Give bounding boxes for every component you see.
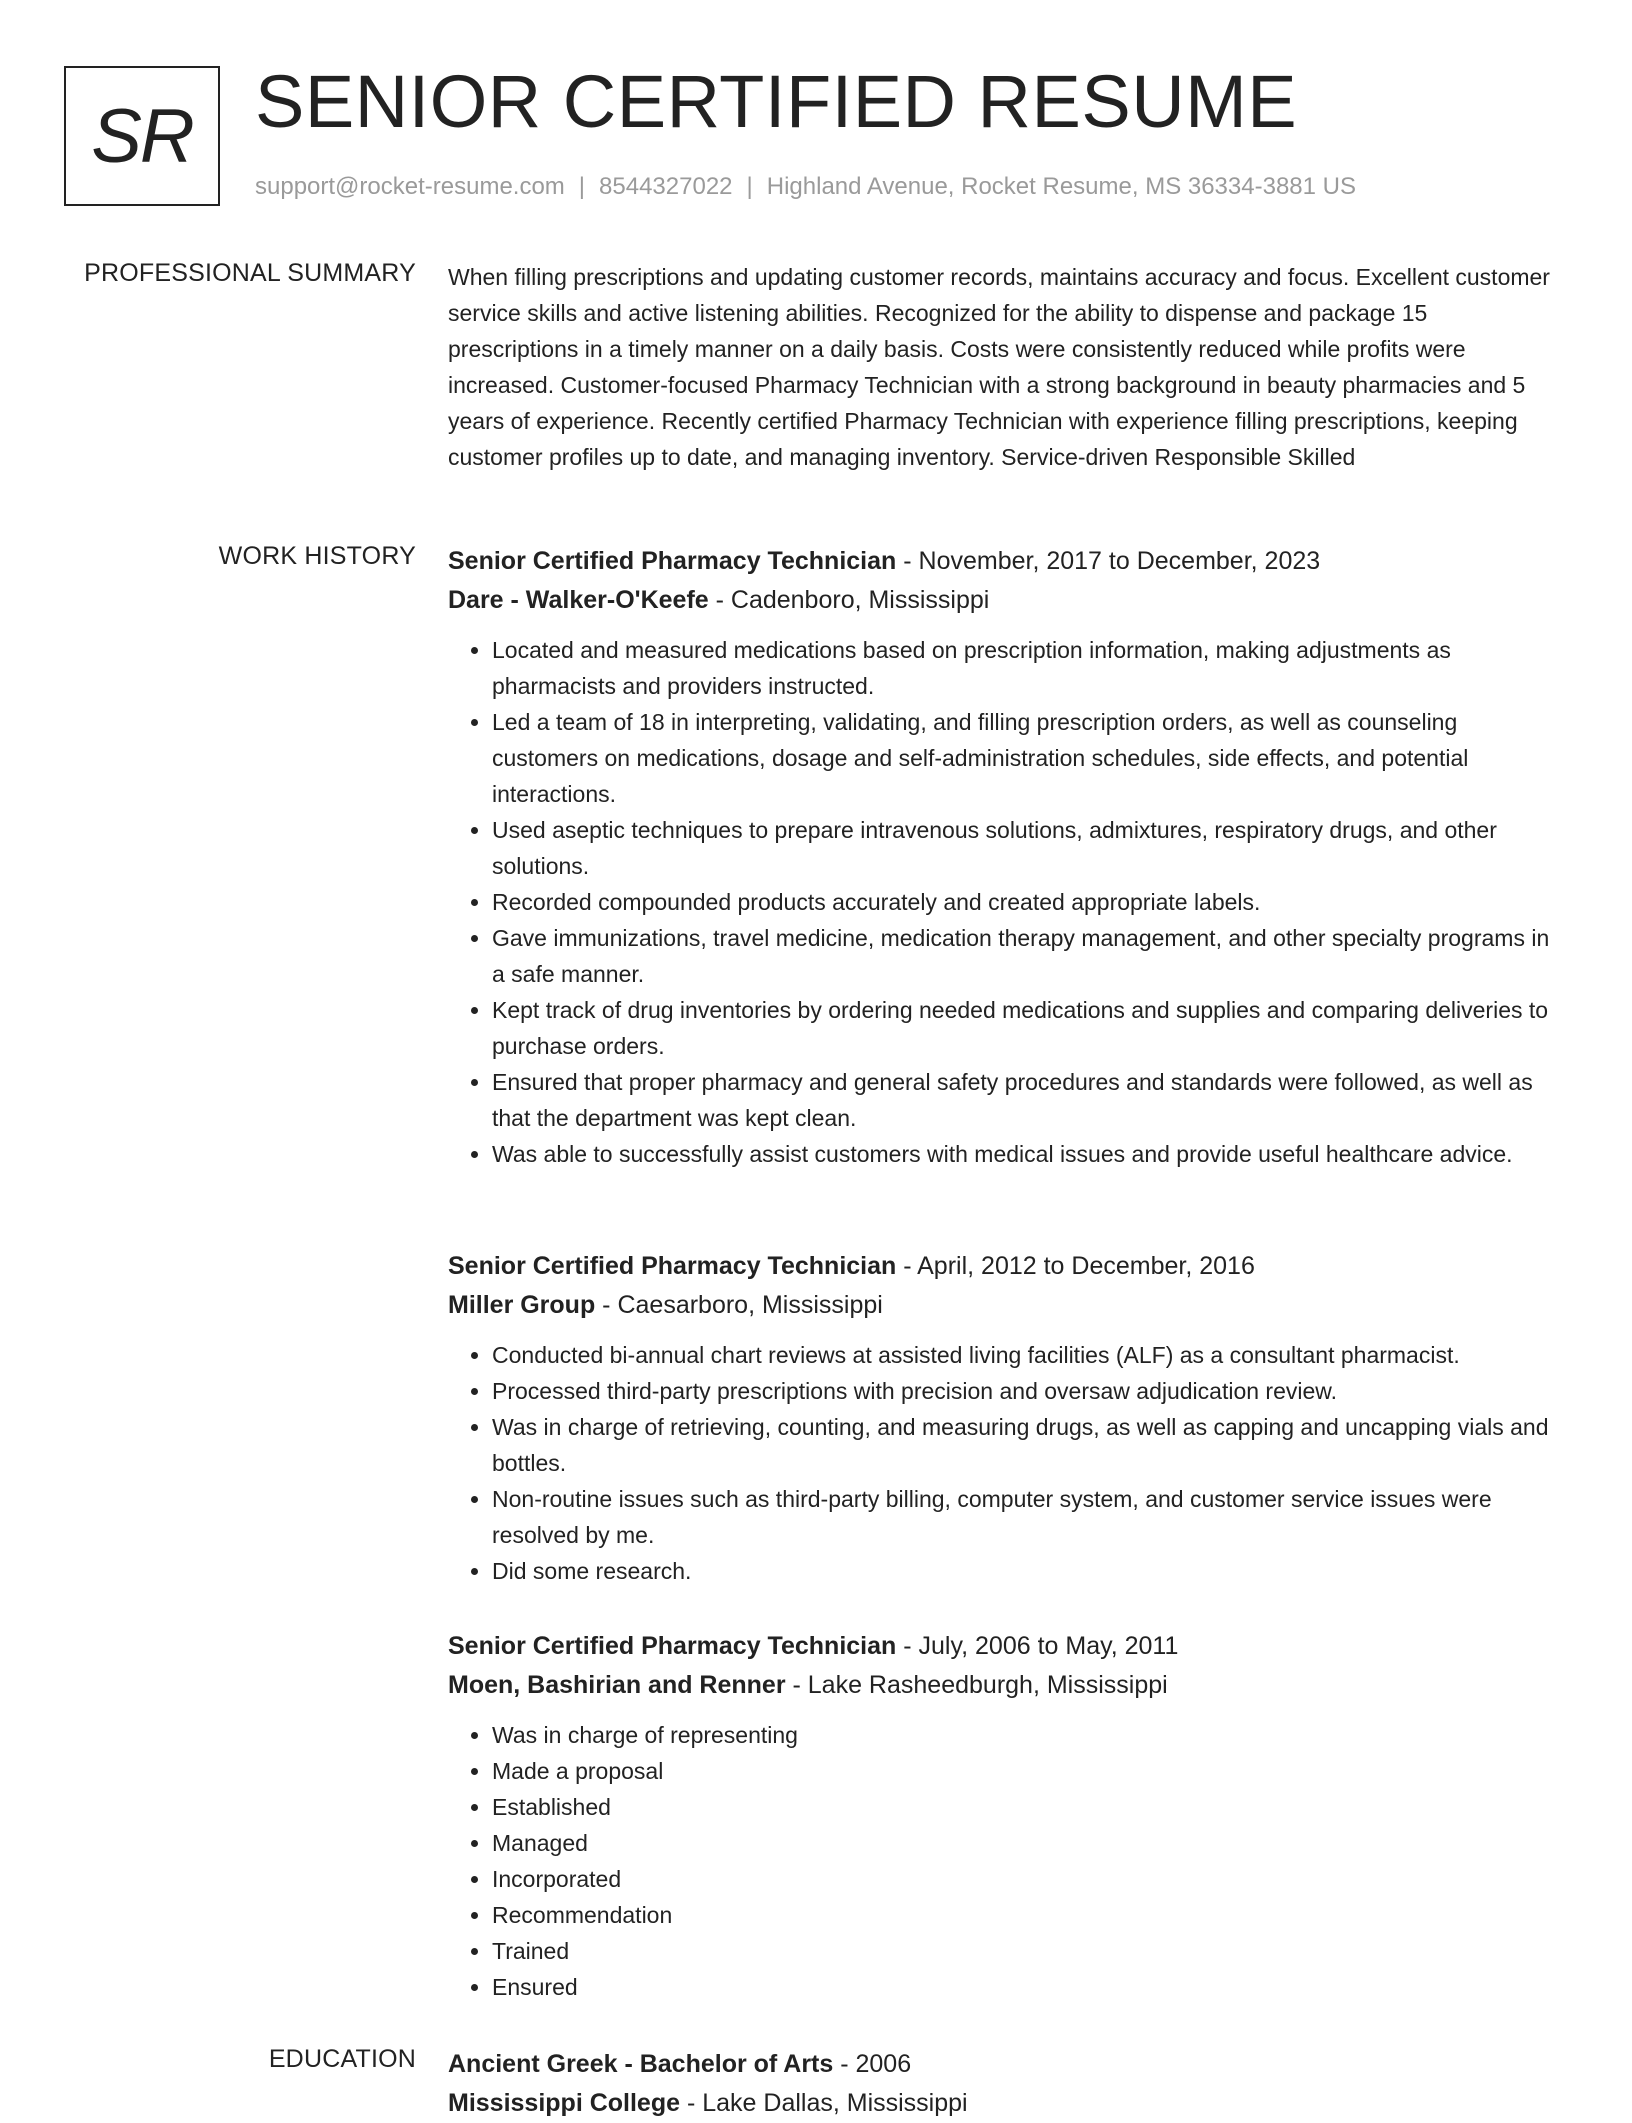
education-school: Mississippi College xyxy=(448,2089,681,2117)
education-school-line xyxy=(448,2084,1564,2123)
summary-text: When filling prescriptions and updating customer records, maintains accuracy and focus. Excellent customer service skills and active listening abilities. Recognized for the ability to dispense and package 15 prescriptions in a timely manner on a daily basis. Costs were consistently reduced while profits were increased. Customer-focused Pharmacy Technician with a strong background in beauty pharmacies and 5 years of experience. Recently certified Pharmacy Technician with experience filling prescriptions, keeping customer profiles up to date, and managing inventory. Service-driven Responsible Skilled xyxy=(448,264,1550,470)
list-item: • Was in charge of representing xyxy=(492,1717,1564,1753)
job-title-line xyxy=(448,1247,1564,1286)
list-item: • Trained xyxy=(492,1933,1564,1969)
education-year: - 2006 xyxy=(833,2050,912,2078)
job-dates: - July, 2006 to May, 2011 xyxy=(896,1632,1179,1660)
job-location: - Cadenboro, Mississippi xyxy=(708,586,990,614)
list-item: • Established xyxy=(492,1789,1564,1825)
monogram-logo: SR xyxy=(64,66,220,206)
list-item: • Ensured xyxy=(492,1969,1564,2005)
job-entry xyxy=(448,542,1564,1172)
list-item: • Used aseptic techniques to prepare intravenous solutions, admixtures, respiratory drugs, and other solutions. xyxy=(492,812,1564,884)
job-company-line xyxy=(448,1286,1564,1325)
job-company: Moen, Bashirian and Renner xyxy=(448,1671,786,1699)
resume-title: SENIOR CERTIFIED RESUME xyxy=(255,60,1298,143)
job-entry xyxy=(448,1627,1564,2005)
list-item: • Conducted bi-annual chart reviews at assisted living facilities (ALF) as a consultant pharmacist. xyxy=(492,1337,1564,1373)
section-label: WORK HISTORY xyxy=(218,542,416,570)
job-location: - Lake Rasheedburgh, Mississippi xyxy=(785,1671,1168,1699)
job-entry xyxy=(448,1247,1564,1589)
separator: | xyxy=(578,173,586,200)
job-dates: - April, 2012 to December, 2016 xyxy=(896,1252,1255,1280)
list-item: • Was in charge of retrieving, counting, and measuring drugs, as well as capping and uncapping vials and bottles. xyxy=(492,1409,1564,1481)
list-item: • Made a proposal xyxy=(492,1753,1564,1789)
list-item: • Kept track of drug inventories by ordering needed medications and supplies and comparing deliveries to purchase orders. xyxy=(492,992,1564,1064)
contact-email[interactable]: support@rocket-resume.com xyxy=(255,173,565,200)
job-bullets xyxy=(448,632,1564,1172)
resume-header xyxy=(64,60,1584,214)
list-item: • Was able to successfully assist customers with medical issues and provide useful healthcare advice. xyxy=(492,1136,1564,1172)
list-item: • Ensured that proper pharmacy and general safety procedures and standards were followed, as well as that the department was kept clean. xyxy=(492,1064,1564,1136)
education-degree-line xyxy=(448,2045,1564,2084)
list-item: • Gave immunizations, travel medicine, medication therapy management, and other specialty programs in a safe manner. xyxy=(492,920,1564,992)
education-location: - Lake Dallas, Mississippi xyxy=(680,2089,968,2117)
job-dates: - November, 2017 to December, 2023 xyxy=(896,547,1321,575)
job-location: - Caesarboro, Mississippi xyxy=(595,1291,883,1319)
job-company: Dare - Walker-O'Keefe xyxy=(448,586,709,614)
section-label: EDUCATION xyxy=(268,2045,416,2073)
contact-address: Highland Avenue, Rocket Resume, MS 36334-3881 US xyxy=(766,173,1356,200)
job-title-line xyxy=(448,542,1564,581)
contact-line xyxy=(255,173,1356,201)
list-item: • Located and measured medications based on prescription information, making adjustments as pharmacists and providers instructed. xyxy=(492,632,1564,704)
contact-phone[interactable]: 8544327022 xyxy=(599,173,733,200)
job-company: Miller Group xyxy=(448,1291,596,1319)
job-company-line xyxy=(448,581,1564,620)
list-item: • Recommendation xyxy=(492,1897,1564,1933)
separator: | xyxy=(746,173,753,200)
list-item: • Led a team of 18 in interpreting, validating, and filling prescription orders, as well as counseling customers on medications, dosage and self-administration schedules, side effects, and potential interactions. xyxy=(492,704,1564,812)
list-item: • Recorded compounded products accurately and created appropriate labels. xyxy=(492,884,1564,920)
list-item: • Incorporated xyxy=(492,1861,1564,1897)
list-item: • Did some research. xyxy=(492,1553,1564,1589)
education-degree: Ancient Greek - Bachelor of Arts xyxy=(448,2050,834,2078)
job-title: Senior Certified Pharmacy Technician xyxy=(448,1252,897,1280)
section-label: PROFESSIONAL SUMMARY xyxy=(84,259,416,287)
list-item: • Managed xyxy=(492,1825,1564,1861)
job-title: Senior Certified Pharmacy Technician xyxy=(448,547,897,575)
list-item: • Non-routine issues such as third-party billing, computer system, and customer service issues were resolved by me. xyxy=(492,1481,1564,1553)
job-bullets xyxy=(448,1717,1564,2005)
job-title-line xyxy=(448,1627,1564,1666)
list-item: • Processed third-party prescriptions with precision and oversaw adjudication review. xyxy=(492,1373,1564,1409)
job-bullets xyxy=(448,1337,1564,1589)
job-title: Senior Certified Pharmacy Technician xyxy=(448,1632,897,1660)
job-company-line xyxy=(448,1666,1564,1705)
